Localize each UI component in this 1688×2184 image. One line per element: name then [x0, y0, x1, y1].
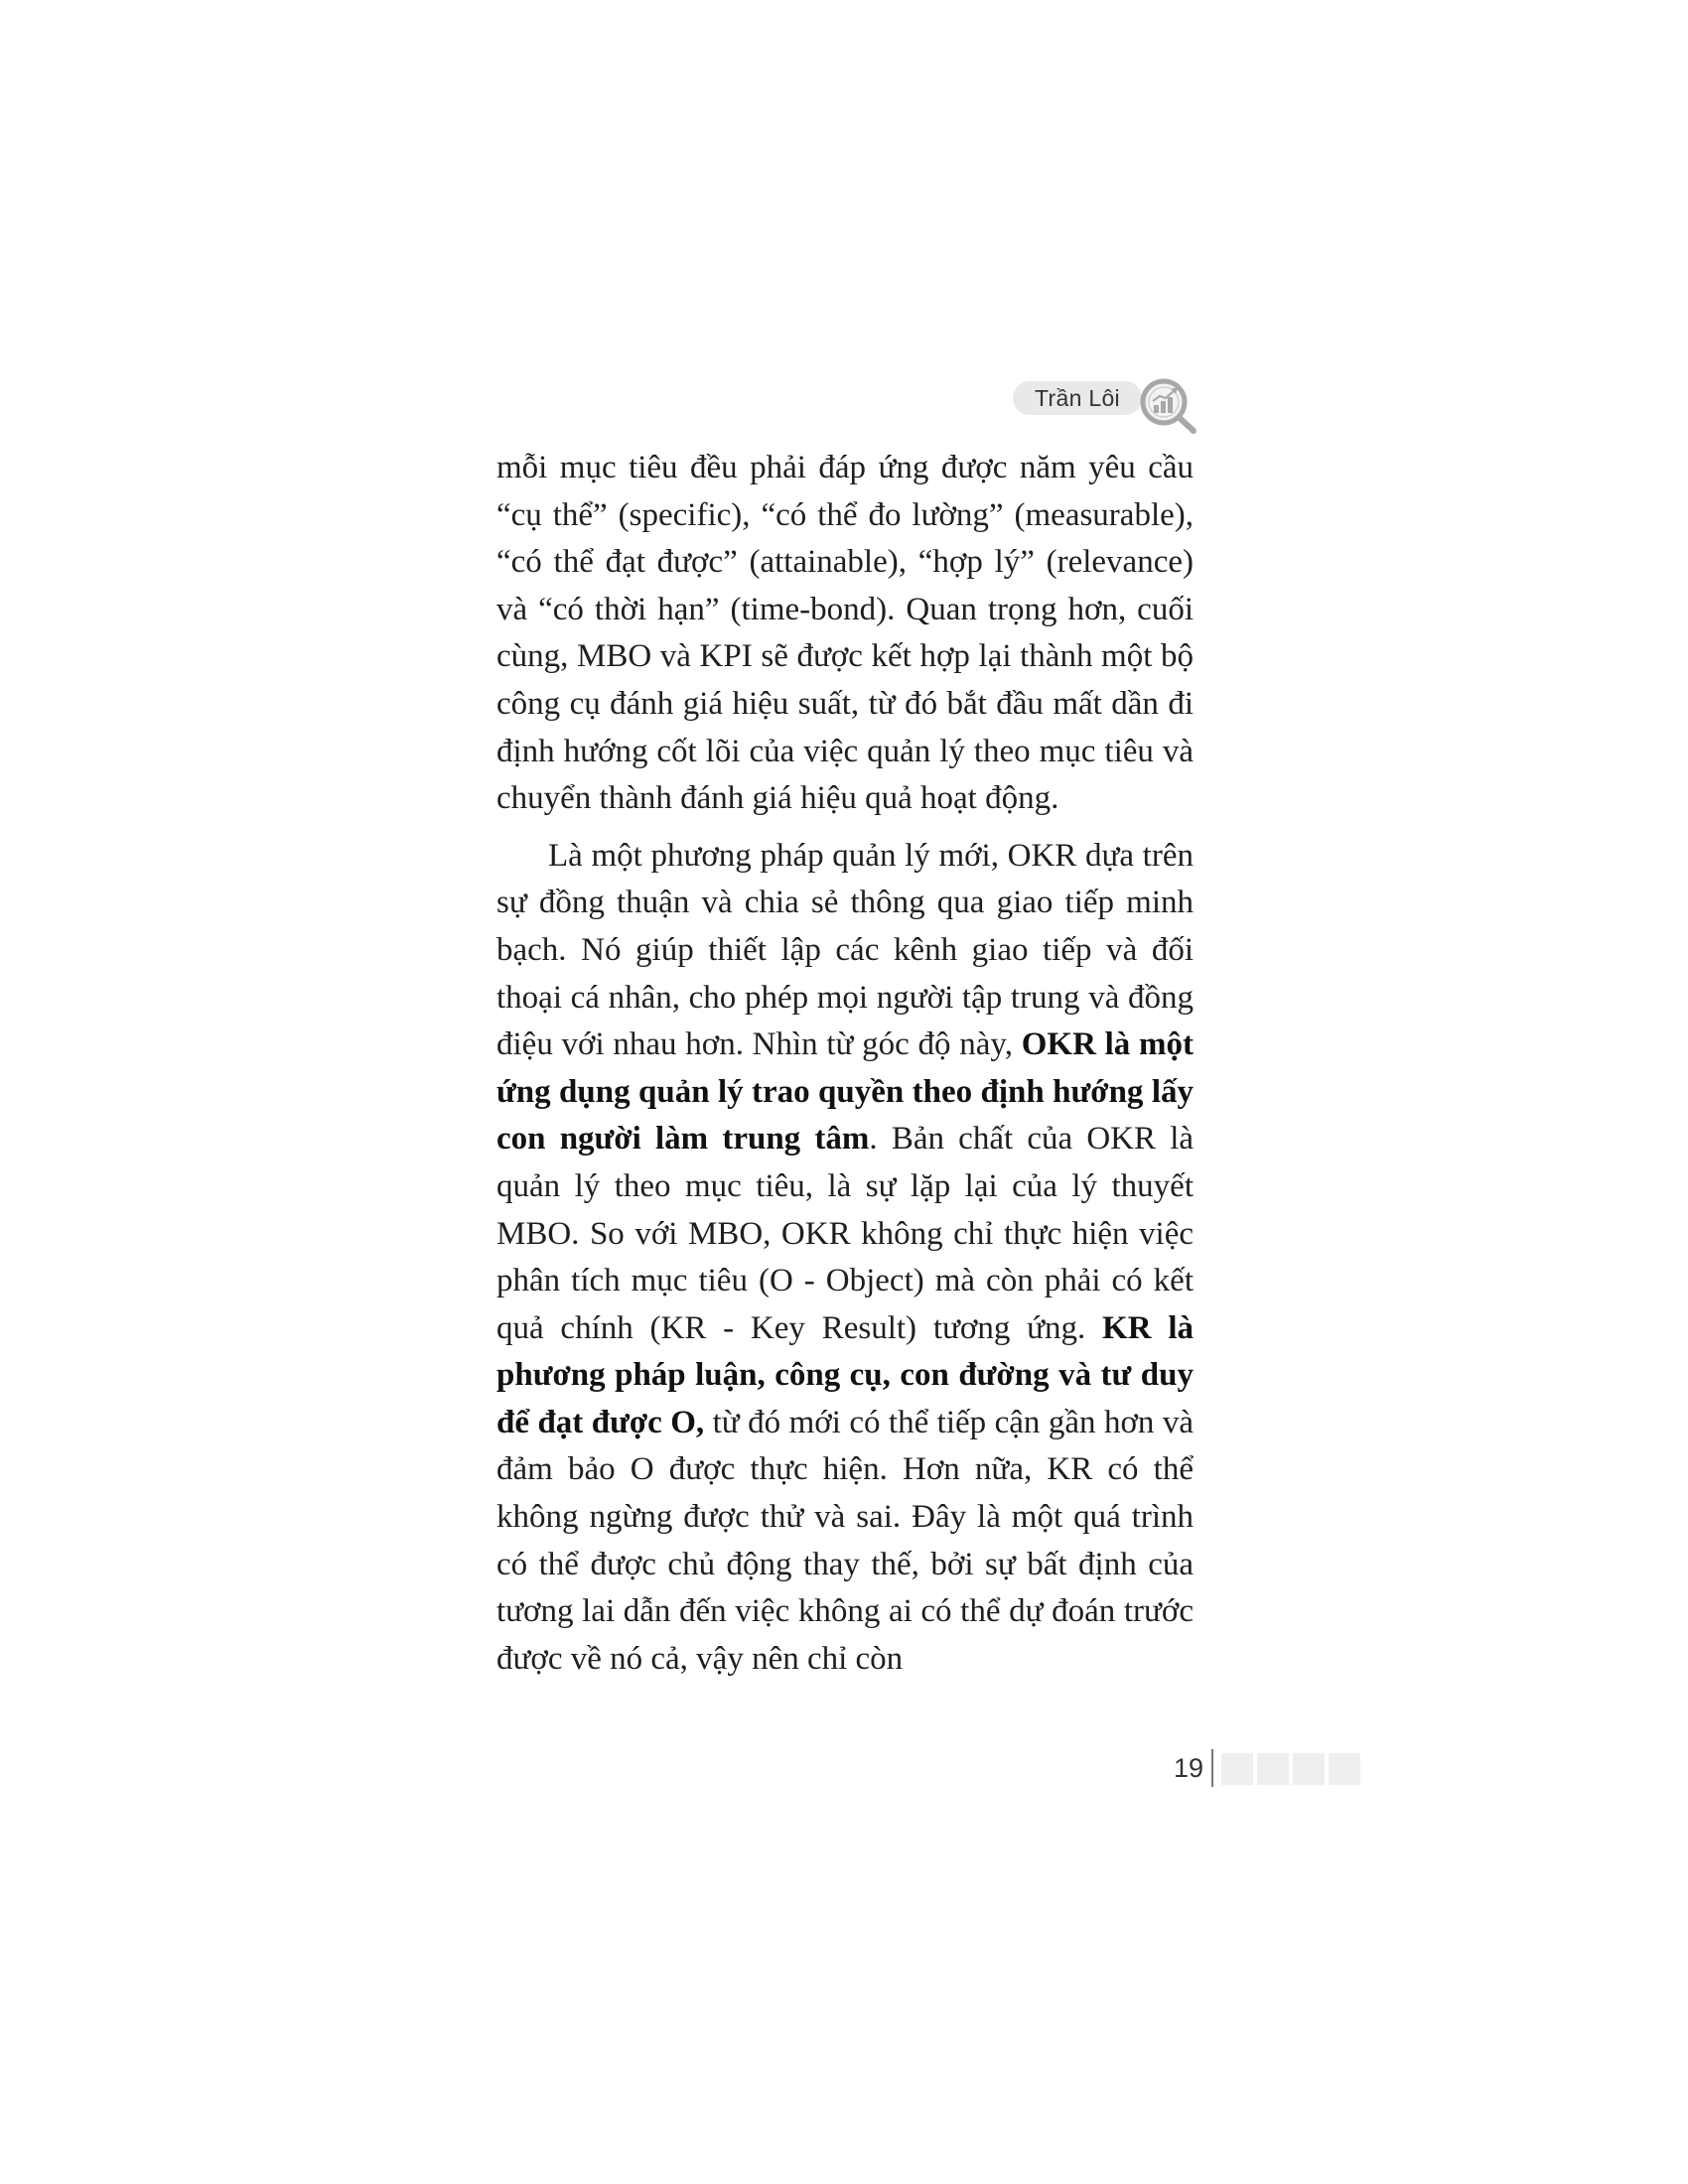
running-header	[1013, 375, 1206, 435]
bold-text-run: OKR là một ứng dụng quản lý trao quyền theo định hướng lấy con người làm trung tâm	[496, 1026, 1194, 1158]
page-footer	[1142, 1747, 1360, 1789]
text-run: Là một phương pháp quản lý mới, OKR dựa trên sự đồng thuận và chia sẻ thông qua giao tiếp minh bạch. Nó giúp thiết lập các kênh giao tiếp và đối thoại cá nhân, cho phép mọi người tập trung và đồng điệu với nhau hơn. Nhìn từ góc độ này,	[496, 837, 1194, 1063]
bold-text-run: KR là phương pháp luận, công cụ, con đường và tư duy để đạt được O,	[496, 1309, 1195, 1440]
footer-divider	[1211, 1749, 1213, 1787]
text-run: . Bản chất của OKR là quản lý theo mục tiêu, là sự lặp lại của lý thuyết MBO. So với MBO, OKR không chỉ thực hiện việc phân tích mục tiêu (O - Object) mà còn phải có kết quả chính (KR - Key Result) tương ứng.	[496, 1121, 1195, 1346]
text-run: mỗi mục tiêu đều phải đáp ứng được năm yêu cầu “cụ thể” (specific), “có thể đo lường” (measurable), “có thể đạt được” (attainable), “hợp lý” (relevance) và “có thời hạn” (time-bond). Quan trọng hơn, cuối cùng, MBO và KPI sẽ được kết hợp lại thành một bộ công cụ đánh giá hiệu suất, từ đó bắt đầu mất dần đi định hướng cốt lõi của việc quản lý theo mục tiêu và chuyển thành đánh giá hiệu quả hoạt động.	[496, 450, 1194, 817]
author-name: Trần Lôi	[1013, 381, 1142, 415]
text-run: từ đó mới có thể tiếp cận gần hơn và đảm bảo O được thực hiện. Hơn nữa, KR có thể không ngừng được thử và sai. Đây là một quá trình có thể được chủ động thay thế, bởi sự bất định của tương lai dẫn đến việc không ai có thể dự đoán trước được về nó cả, vậy nên chỉ còn	[496, 1404, 1194, 1677]
footer-decoration-block	[1257, 1753, 1289, 1785]
paragraph	[496, 445, 1194, 823]
footer-decoration-block	[1329, 1753, 1360, 1785]
page-number: 19	[1173, 1753, 1203, 1783]
magnifier-chart-icon	[1136, 375, 1203, 435]
body-text	[496, 445, 1194, 1683]
footer-decoration-block	[1221, 1753, 1253, 1785]
paragraph	[496, 833, 1194, 1684]
footer-decoration-block	[1293, 1753, 1325, 1785]
